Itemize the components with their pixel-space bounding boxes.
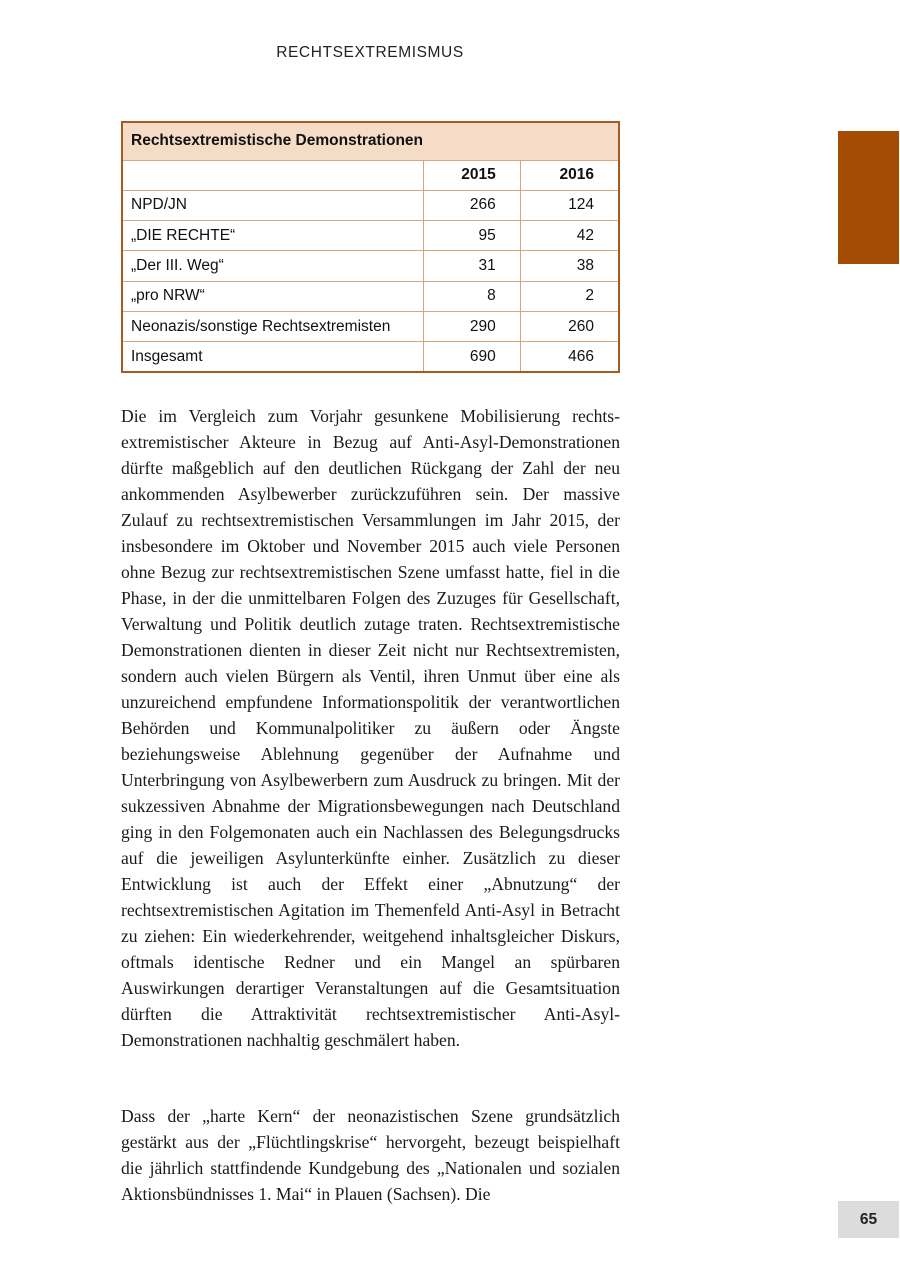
value-2016: 124 (520, 190, 619, 220)
value-2016: 2 (520, 281, 619, 311)
table-row (122, 281, 619, 311)
table-header-row (122, 160, 619, 190)
table-row (122, 221, 619, 251)
value-2015: 690 (424, 342, 521, 372)
value-2015: 95 (424, 221, 521, 251)
page-number: 65 (838, 1201, 899, 1238)
column-header-2015: 2015 (424, 160, 521, 190)
row-label: „Der III. Weg“ (122, 251, 424, 281)
value-2016: 466 (520, 342, 619, 372)
column-header-label (122, 160, 424, 190)
value-2015: 31 (424, 251, 521, 281)
table-row-total (122, 342, 619, 372)
row-label: „DIE RECHTE“ (122, 221, 424, 251)
value-2016: 260 (520, 311, 619, 341)
table-row (122, 190, 619, 220)
value-2015: 266 (424, 190, 521, 220)
table-title-row (122, 122, 619, 160)
chapter-tab-marker (838, 131, 899, 264)
table-row (122, 251, 619, 281)
body-paragraph: Die im Vergleich zum Vorjahr gesunkene Mobilisierung rechtsextremistischer Akteure in Bezug auf Anti-Asyl-Demonstrationen dürfte maßgeblich auf den deutlichen Rückgang der Zahl der neu ankommenden Asylbewerber zurückzuführen sein. Der massive Zulauf zu rechtsextremistischen Versammlungen im Jahr 2015, der insbesondere im Oktober und November 2015 auch viele Personen ohne Bezug zur rechtsextremistischen Szene umfasst hatte, fiel in die Phase, in der die unmittelbaren Folgen des Zuzuges für Gesellschaft, Verwaltung und Politik deutlich zutage traten. Rechtsextremistische Demonstrationen dienten in dieser Zeit nicht nur Rechtsextremisten, sondern auch vielen Bürgern als Ventil, ihren Unmut über eine als unzureichend empfundene Informationspolitik der verantwortlichen Behörden und Kommunalpolitiker zu äußern oder Ängste beziehungsweise Ablehnung gegenüber der Aufnahme und Unterbringung von Asylbewerbern zum Ausdruck zu bringen. Mit der sukzessiven Abnahme der Migrationsbewegungen nach Deutschland ging in den Folgemonaten auch ein Nachlassen des Belegungsdrucks auf die jeweiligen Asylunterkünfte einher. Zusätzlich zu dieser Entwicklung ist auch der Effekt einer „Abnutzung“ der rechtsextremistischen Agitation im Themenfeld Anti-Asyl in Betracht zu ziehen: Ein wiederkehrender, weitgehend inhaltsgleicher Diskurs, oftmals identische Redner und ein Mangel an spürbaren Auswirkungen derartiger Veranstaltungen auf die Gesamtsituation dürften die Attraktivität rechtsextremistischer Anti-Asyl-Demonstrationen nachhaltig geschmälert haben. (121, 406, 620, 1050)
row-label: Insgesamt (122, 342, 424, 372)
value-2016: 38 (520, 251, 619, 281)
table-row (122, 311, 619, 341)
body-paragraph: Dass der „harte Kern“ der neonazistischen Szene grundsätzlich gestärkt aus der „Flüchtlingskrise“ hervorgeht, bezeugt beispielhaft die jährlich stattfindende Kundgebung des „Nationalen und sozialen Aktionsbündnisses 1. Mai“ in Plauen (Sachsen). Die (121, 1106, 620, 1204)
demonstrations-table (121, 121, 620, 373)
value-2015: 8 (424, 281, 521, 311)
row-label: Neonazis/sonstige Rechtsextremisten (122, 311, 424, 341)
column-header-2016: 2016 (520, 160, 619, 190)
row-label: NPD/JN (122, 190, 424, 220)
value-2015: 290 (424, 311, 521, 341)
value-2016: 42 (520, 221, 619, 251)
table-title: Rechtsextremistische Demonstrationen (122, 122, 619, 160)
row-label: „pro NRW“ (122, 281, 424, 311)
running-header: RECHTSEXTREMISMUS (276, 44, 464, 61)
